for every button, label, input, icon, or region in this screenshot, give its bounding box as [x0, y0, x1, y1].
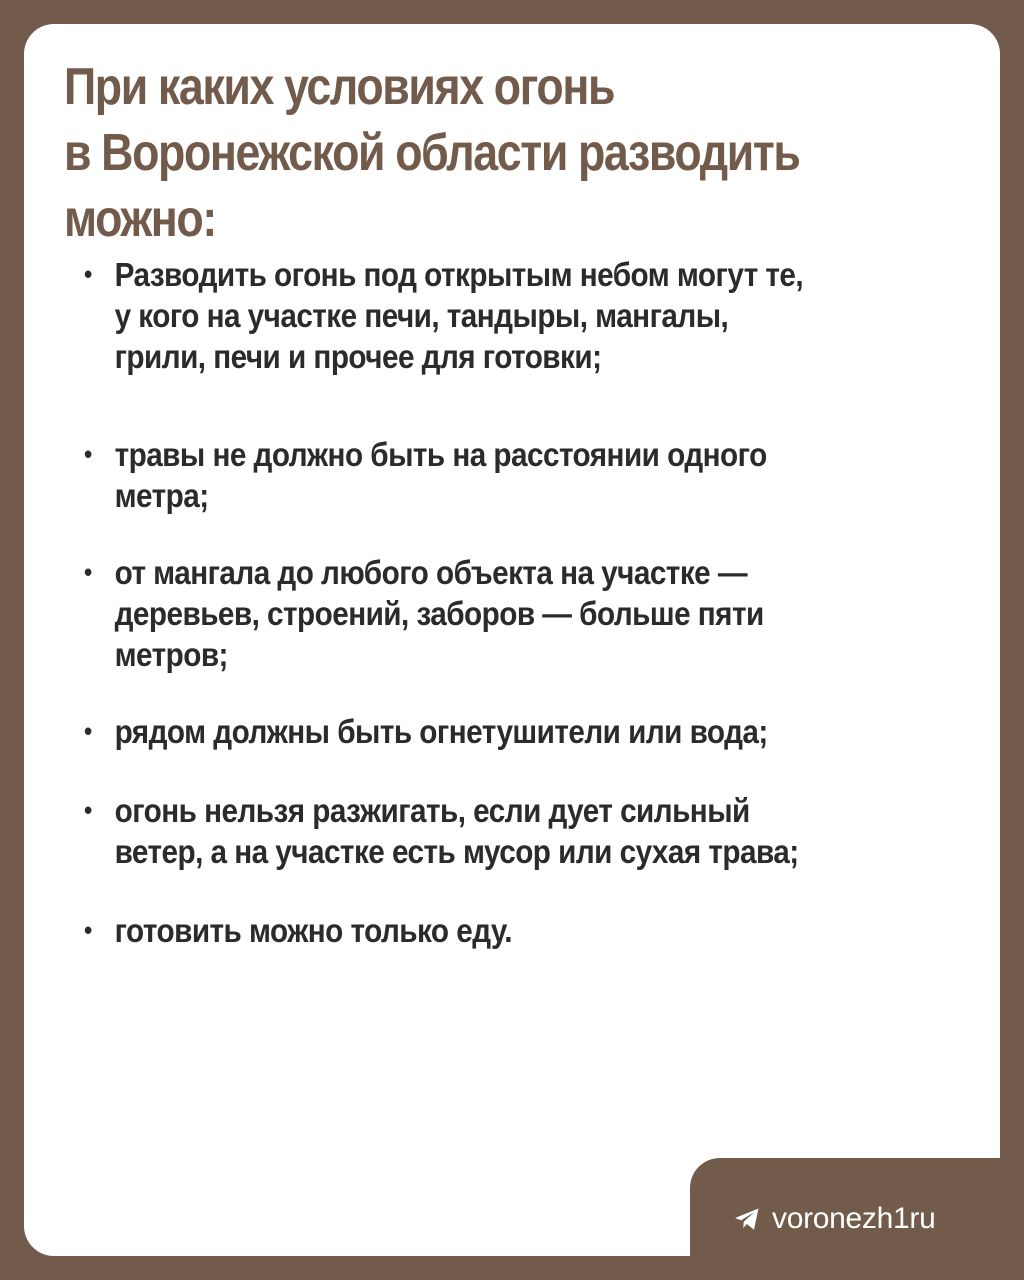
list-item-line: рядом должны быть огнетушители или вода;	[114, 713, 768, 750]
list-item-line: грили, печи и прочее для готовки;	[114, 338, 602, 375]
list-item-line: метра;	[114, 477, 209, 514]
title-line: можно:	[64, 190, 216, 248]
title-line: в Воронежской области разводить	[64, 124, 800, 182]
bullet-icon: •	[84, 557, 92, 587]
bullet-icon: •	[84, 915, 92, 945]
list-item-line: у кого на участке печи, тандыры, мангалы,	[114, 297, 729, 334]
title-line: При каких условиях огонь	[64, 58, 615, 116]
list-item	[84, 552, 979, 675]
bullet-icon: •	[84, 439, 92, 469]
bullet-icon: •	[84, 259, 92, 289]
list-item	[84, 254, 979, 377]
list-item-line: от мангала до любого объекта на участке —	[114, 554, 748, 591]
list-item-line: деревьев, строений, заборов — больше пяти	[114, 595, 764, 632]
list-item-line: готовить можно только еду.	[114, 912, 512, 949]
list-item-line: огонь нельзя разжигать, если дует сильный	[114, 792, 750, 829]
content-card	[24, 24, 1000, 1256]
page-title	[64, 54, 855, 252]
list-item	[84, 790, 979, 872]
list-item	[84, 434, 979, 516]
list-item	[84, 711, 979, 752]
telegram-channel-badge[interactable]	[732, 1196, 935, 1242]
list-item-line: метров;	[114, 636, 228, 673]
list-item-line: травы не должно быть на расстоянии одного	[114, 436, 767, 473]
telegram-icon	[732, 1204, 762, 1234]
list-item-line: Разводить огонь под открытым небом могут те,	[114, 256, 804, 293]
bullet-icon: •	[84, 716, 92, 746]
channel-handle: voronezh1ru	[772, 1202, 936, 1235]
list-item	[84, 910, 979, 951]
bullet-icon: •	[84, 795, 92, 825]
list-item-line: ветер, а на участке есть мусор или сухая трава;	[114, 833, 799, 870]
